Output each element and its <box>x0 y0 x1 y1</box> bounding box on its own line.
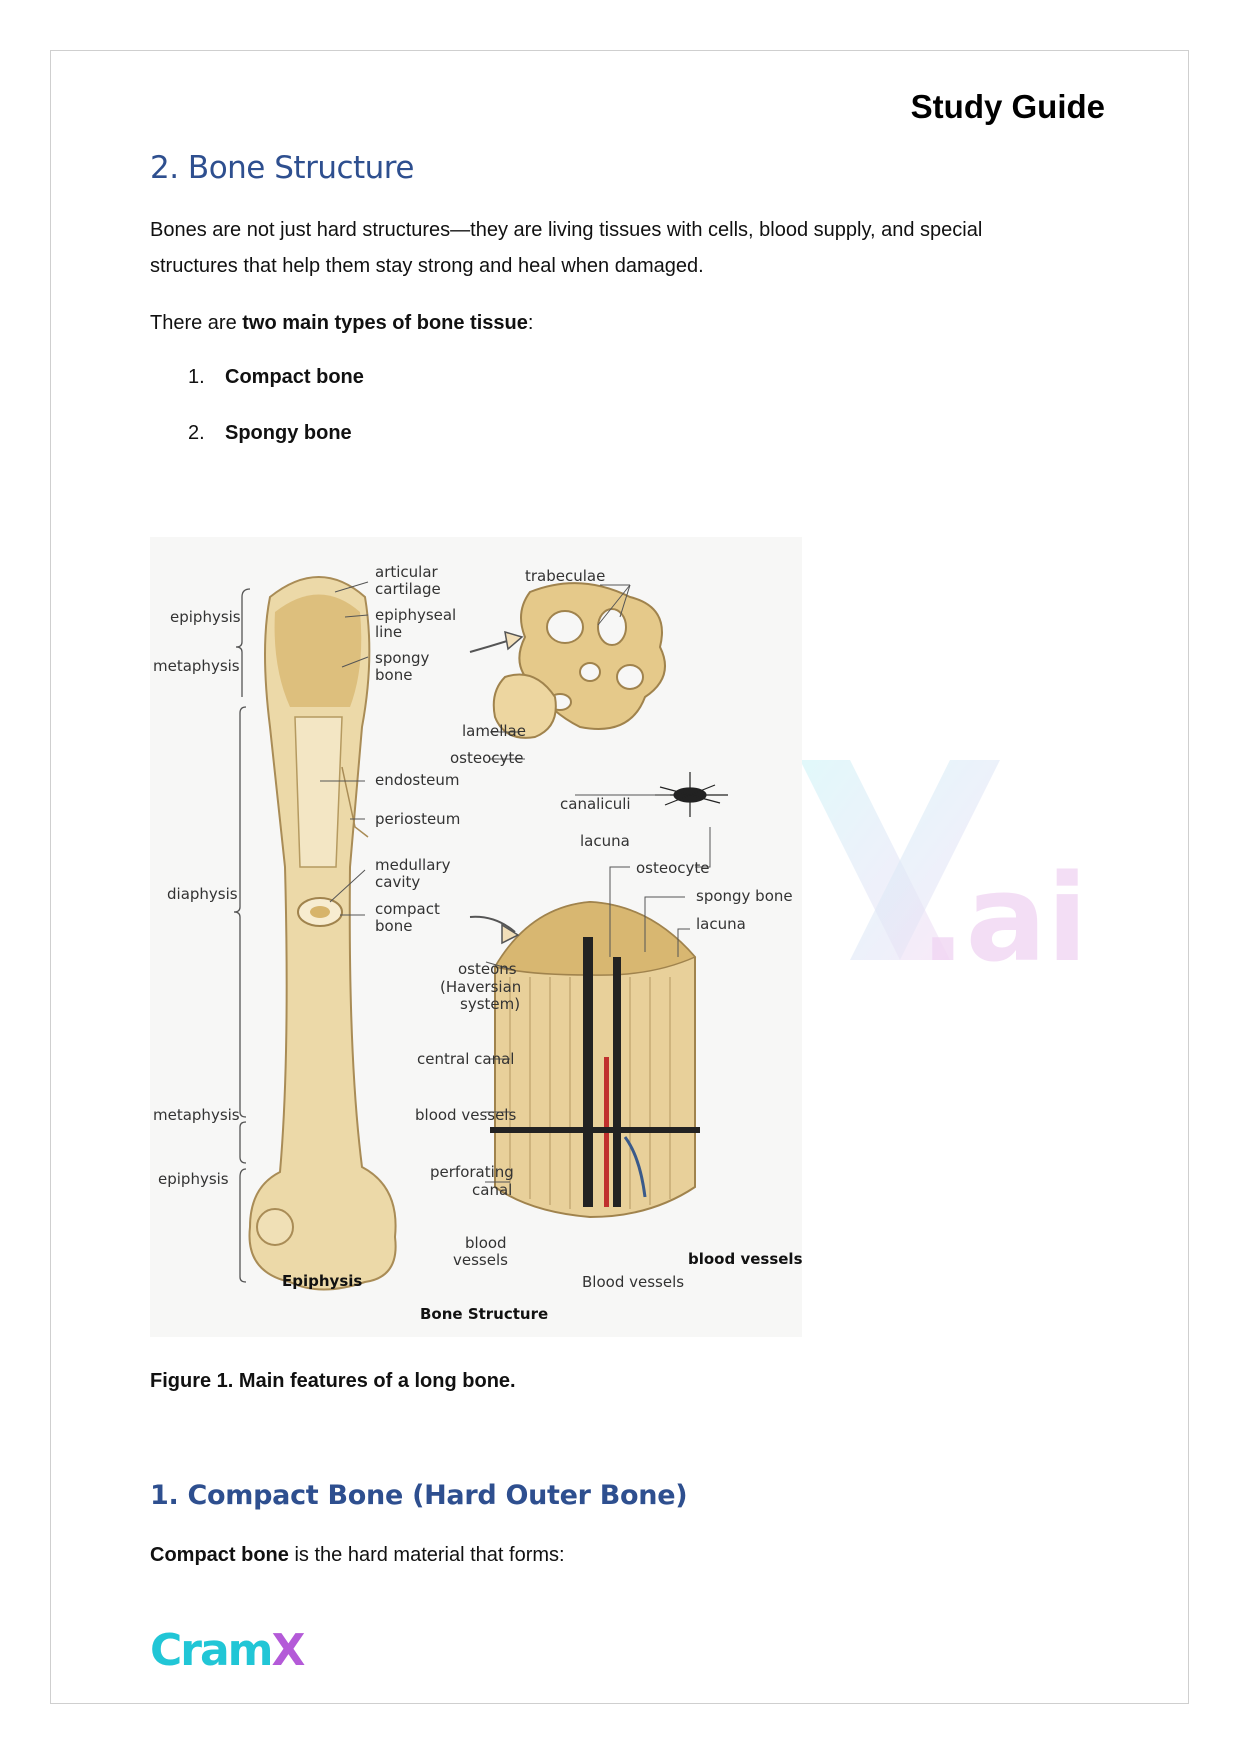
label-spongy-bone-2: bone <box>375 666 413 684</box>
header-title: Study Guide <box>910 88 1105 125</box>
label-articular-cartilage-2: cartilage <box>375 580 441 598</box>
cramx-logo <box>150 1625 303 1676</box>
label-blood-vessels-low-2: vessels <box>453 1251 508 1269</box>
label-epiphyseal-line-1: epiphyseal <box>375 606 457 624</box>
label-metaphysis-top: metaphysis <box>153 657 240 675</box>
label-medullary-cavity-2: cavity <box>375 873 421 891</box>
label-articular-cartilage-1: articular <box>375 563 438 581</box>
label-compact-bone-1: compact <box>375 900 440 918</box>
label-perforating-canal-1: perforating <box>430 1163 514 1181</box>
label-blood-vessels-low-1: blood <box>465 1234 507 1252</box>
section-heading: 2. Bone Structure <box>150 150 414 186</box>
label-diaphysis: diaphysis <box>167 885 238 903</box>
watermark-text: .ai <box>920 850 1088 989</box>
compact-paragraph <box>150 1537 565 1573</box>
list-item <box>188 422 352 445</box>
label-epiphyseal-line-2: line <box>375 623 403 641</box>
types-suffix: : <box>527 312 534 334</box>
label-osteons-2: (Haversian <box>440 978 522 996</box>
label-compact-bone-2: bone <box>375 917 413 935</box>
label-bone-structure-caption: Bone Structure <box>420 1305 549 1323</box>
label-osteons-1: osteons <box>458 960 517 978</box>
list-item <box>188 366 364 389</box>
label-spongy-bone-right: spongy bone <box>696 887 793 905</box>
types-bold: two main types of bone tissue <box>242 312 528 334</box>
osteon-illustration <box>490 902 700 1217</box>
label-endosteum: endosteum <box>375 771 460 789</box>
watermark <box>800 760 1100 1000</box>
label-osteocyte-top: osteocyte <box>450 749 524 767</box>
compact-bold: Compact bone <box>150 1544 289 1566</box>
label-trabeculae: trabeculae <box>525 567 606 585</box>
label-medullary-cavity-1: medullary <box>375 856 451 874</box>
logo-text: Cram <box>150 1625 272 1676</box>
label-perforating-canal-2: canal <box>472 1181 513 1199</box>
label-lacuna-mid: lacuna <box>580 832 630 850</box>
label-lacuna-right: lacuna <box>696 915 746 933</box>
subsection-heading: 1. Compact Bone (Hard Outer Bone) <box>150 1480 688 1511</box>
label-osteons-3: system) <box>460 995 521 1013</box>
types-paragraph <box>150 305 533 341</box>
trabeculae-illustration <box>494 583 665 738</box>
label-epiphysis-caption: Epiphysis <box>282 1272 363 1290</box>
label-central-canal: central canal <box>417 1050 515 1068</box>
logo-x: X <box>271 1625 304 1676</box>
label-epiphysis-bottom: epiphysis <box>158 1170 229 1188</box>
list-label: Compact bone <box>225 366 364 388</box>
label-blood-vessels-bold: blood vessels <box>688 1250 802 1268</box>
label-metaphysis-bottom: metaphysis <box>153 1106 240 1124</box>
bone-diagram <box>150 537 802 1337</box>
label-spongy-bone-1: spongy <box>375 649 430 667</box>
intro-paragraph: Bones are not just hard structures—they are living tissues with cells, blood supply, and special structures that help them stay strong and heal when damaged. <box>150 219 983 277</box>
list-number: 2. <box>188 422 205 444</box>
label-epiphysis-top: epiphysis <box>170 608 241 626</box>
types-prefix: There are <box>150 312 243 334</box>
figure-caption: Figure 1. Main features of a long bone. <box>150 1370 516 1392</box>
label-osteocyte-mid: osteocyte <box>636 859 710 877</box>
list-number: 1. <box>188 366 205 388</box>
compact-rest: is the hard material that forms: <box>288 1544 565 1566</box>
label-lamellae: lamellae <box>462 722 526 740</box>
label-periosteum: periosteum <box>375 810 461 828</box>
long-bone-illustration <box>250 577 396 1290</box>
bone-figure <box>150 537 802 1337</box>
label-blood-vessels-mid: blood vessels <box>415 1106 517 1124</box>
label-canaliculi: canaliculi <box>560 795 631 813</box>
label-blood-vessels-caption: Blood vessels <box>582 1273 685 1291</box>
list-label: Spongy bone <box>225 422 352 444</box>
